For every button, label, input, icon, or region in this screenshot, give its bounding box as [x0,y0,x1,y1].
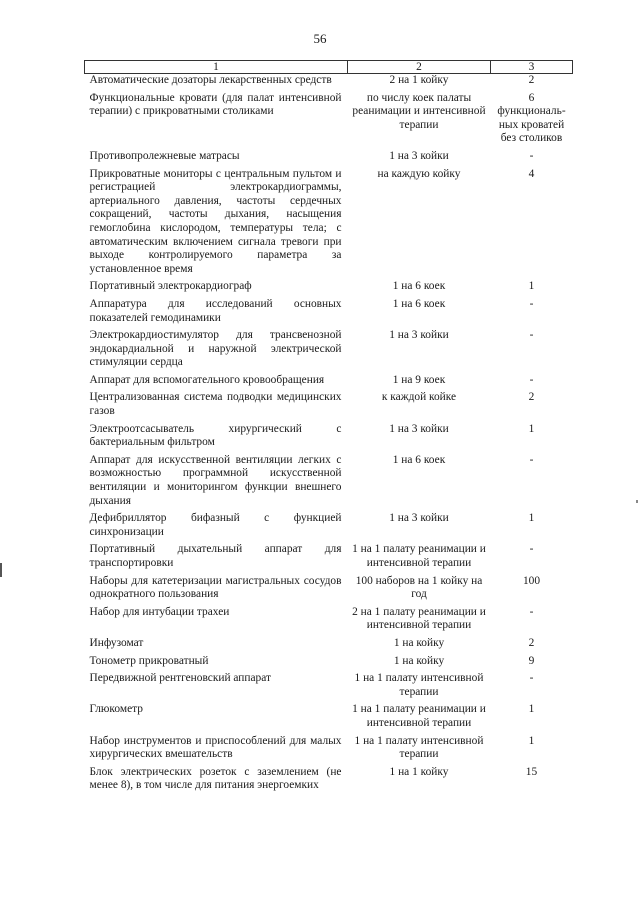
table-header [85,61,573,74]
equipment-name: Противопролежневые матрасы [89,149,240,162]
equipment-name: Аппарат для вспомогательного кровообращения [89,373,325,386]
table-row [85,655,573,673]
table-row [85,374,573,392]
equipment-norm: 1 на 1 койку [389,765,449,778]
equipment-quantity: - [529,329,534,342]
equipment-norm: на каждую койку [377,167,461,180]
equipment-quantity: 1 [528,703,535,716]
table-body [85,74,573,797]
equipment-name: Блок электрических розеток с заземлением (не менее 8), в том числе для питания энергоемких [89,765,342,792]
equipment-norm: 1 на 6 коек [392,297,446,310]
equipment-quantity: - [529,672,534,685]
table-row [85,606,573,637]
table-row [85,735,573,766]
equipment-quantity: 2 [528,391,535,404]
table-row [85,703,573,734]
equipment-norm: 1 на койку [393,654,445,667]
column-header-1: 1 [85,61,348,74]
equipment-name: Функциональные кровати (для палат интенсивной терапии) с прикроватными столиками [89,91,342,118]
table-row [85,92,573,150]
table-row [85,512,573,543]
table-row [85,766,573,797]
table-row [85,637,573,655]
equipment-norm: 1 на 6 коек [392,280,446,293]
table-row [85,423,573,454]
equipment-norm: 1 на 3 койки [389,149,449,162]
equipment-quantity: 1 [528,512,535,525]
table-row [85,543,573,574]
equipment-quantity: 9 [528,654,535,667]
equipment-norm: 1 на 6 коек [392,453,446,466]
equipment-quantity: - [529,605,534,618]
equipment-quantity: 1 [528,734,535,747]
equipment-quantity: 2 [528,74,535,86]
equipment-name: Набор инструментов и приспособлений для малых хирургических вмешательств [89,734,342,761]
table-row [85,280,573,298]
equipment-norm: 1 на 1 палату интенсивной терапии [354,734,484,761]
equipment-name: Централизованная система подводки медицинских газов [89,391,342,418]
equipment-norm: 1 на 1 палату реанимации и интенсивной терапии [352,543,486,569]
equipment-norm: 1 на 3 койки [389,422,449,435]
table-row [85,672,573,703]
equipment-name: Аппарат для искусственной вентиляции легких с возможностью программной искусственной вентиляции и мониторингом функции внешнего дыхания [89,453,342,507]
table-row [85,74,573,92]
equipment-quantity: 1 [528,422,535,435]
equipment-quantity: - [529,297,534,310]
equipment-norm: 2 на 1 палату реанимации и интенсивной терапии [352,605,486,632]
table-header-row [85,61,573,74]
table-row [85,575,573,606]
equipment-quantity: 6 функциональ-ных кроватей без столиков [497,91,566,145]
equipment-norm: 1 на 3 койки [389,512,449,525]
table-row [85,150,573,168]
equipment-quantity: 4 [528,167,535,180]
equipment-name: Электрокардиостимулятор для трансвенозной эндокардиальной и наружной электрической стимуляции сердца [89,329,342,369]
page-number: 56 [313,31,327,46]
equipment-norm: 100 наборов на 1 койку на год [355,574,483,601]
equipment-name: Аппаратура для исследований основных показателей гемодинамики [89,297,342,324]
column-header-3: 3 [491,61,573,74]
equipment-norm: 1 на 9 коек [392,373,446,386]
equipment-quantity: 100 [522,574,541,587]
scan-margin-mark [636,500,638,503]
equipment-name: Инфузомат [89,636,144,649]
equipment-norm: по числу коек палаты реанимации и интенсивной терапии [352,91,486,131]
equipment-name: Дефибриллятор бифазный с функцией синхронизации [89,512,342,538]
table-row [85,329,573,374]
equipment-quantity: - [529,149,534,162]
equipment-quantity: - [529,453,534,466]
table-row [85,298,573,329]
equipment-norm: 2 на 1 койку [389,74,449,86]
equipment-quantity: 2 [528,636,535,649]
equipment-quantity: - [529,543,534,556]
column-header-2: 2 [348,61,491,74]
equipment-name: Портативный дыхательный аппарат для транспортировки [89,543,342,569]
equipment-norm: 1 на 1 палату интенсивной терапии [354,672,484,698]
equipment-table [84,60,573,797]
equipment-norm: к каждой койке [381,391,457,404]
equipment-name: Прикроватные мониторы с центральным пультом и регистрацией электрокардиограммы, артериального давления, частоты сердечных сокращений, частоты дыхания, насыщения гемоглобина кислородом, температуры тела; с автоматическим включением сигнала тревоги при выходе контролируемого параметра за установленное время [89,167,342,275]
equipment-name: Автоматические дозаторы лекарственных средств [89,74,332,86]
equipment-name: Набор для интубации трахеи [89,605,230,618]
scan-margin-mark [0,563,2,577]
equipment-norm: 1 на койку [393,636,445,649]
equipment-name: Глюкометр [89,703,143,716]
equipment-name: Передвижной рентгеновский аппарат [89,672,271,685]
table-row [85,391,573,422]
equipment-norm: 1 на 1 палату реанимации и интенсивной терапии [352,703,486,729]
equipment-quantity: 15 [525,765,538,778]
equipment-name: Тонометр прикроватный [89,654,209,667]
equipment-name: Электроотсасыватель хирургический с бактериальным фильтром [89,422,342,449]
equipment-name: Портативный электрокардиограф [89,280,252,293]
table-row [85,454,573,512]
table-row [85,168,573,281]
equipment-quantity: 1 [528,280,535,293]
equipment-quantity: - [529,373,534,386]
equipment-norm: 1 на 3 койки [389,329,449,342]
equipment-name: Наборы для катетеризации магистральных сосудов однократного пользования [89,574,342,601]
